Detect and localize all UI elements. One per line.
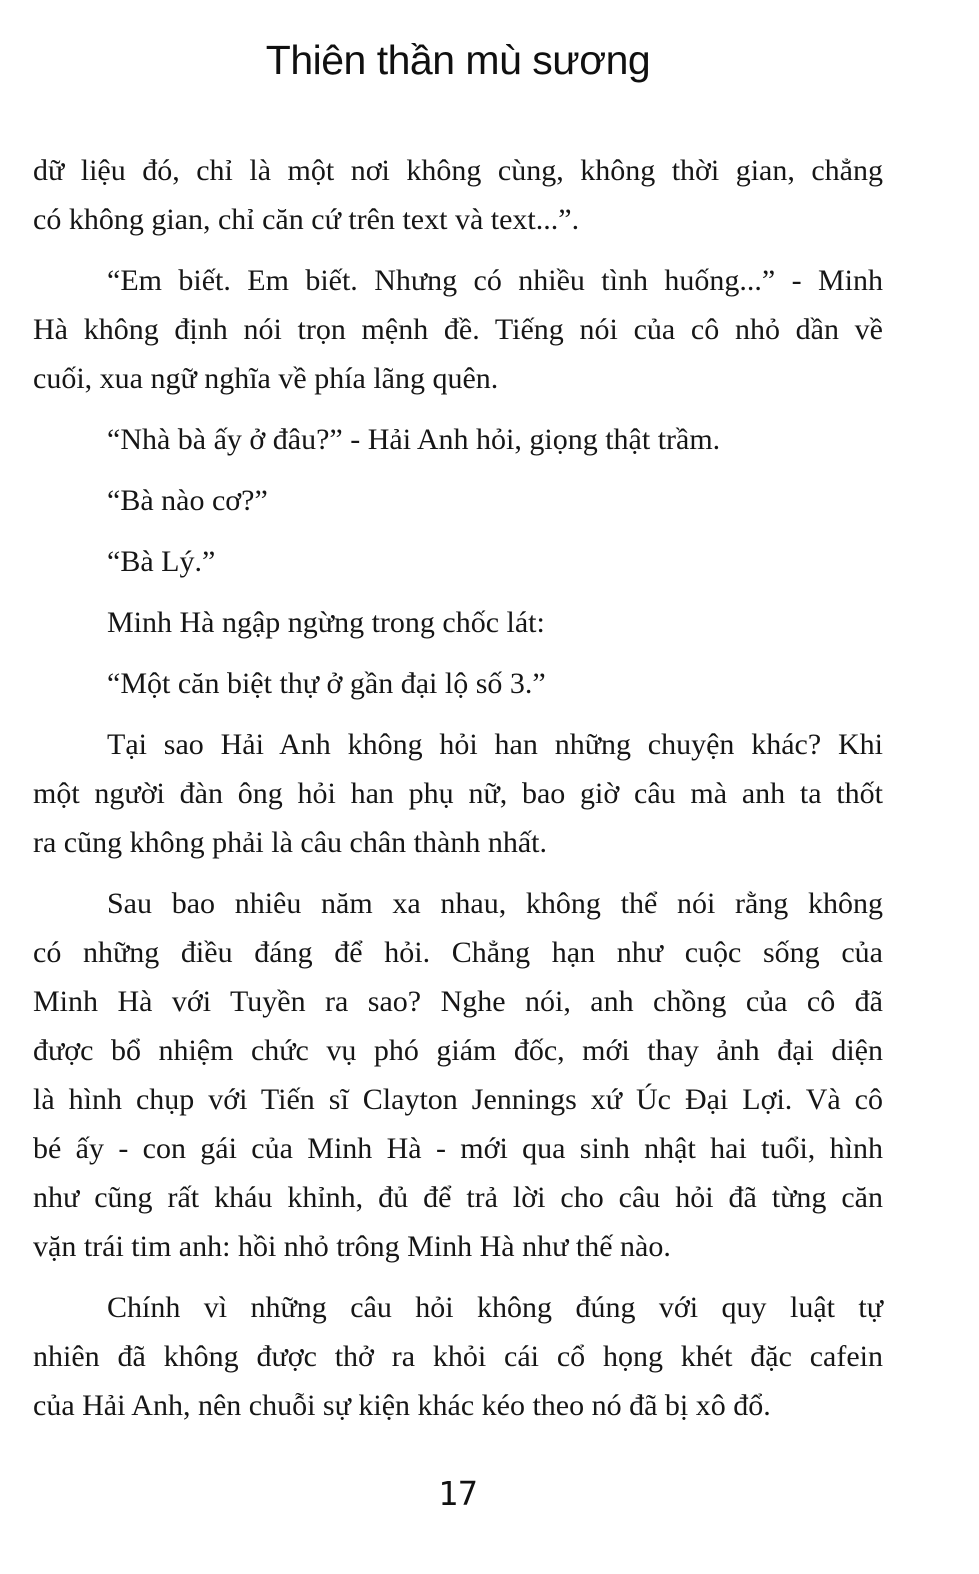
text-line: như cũng rất kháu khỉnh, đủ để trả lời cho câu hỏi đã từng căn bbox=[33, 1181, 883, 1214]
text-line: một người đàn ông hỏi han phụ nữ, bao giờ câu mà anh ta thốt bbox=[33, 777, 883, 810]
text-line: bé ấy - con gái của Minh Hà - mới qua sinh nhật hai tuổi, hình bbox=[33, 1132, 883, 1165]
text-line: “Một căn biệt thự ở gần đại lộ số 3.” bbox=[107, 667, 546, 700]
text-line: cuối, xua ngữ nghĩa về phía lãng quên. bbox=[33, 362, 499, 395]
text-line: vặn trái tim anh: hồi nhỏ trông Minh Hà như thế nào. bbox=[33, 1230, 671, 1263]
text-line: có những điều đáng để hỏi. Chẳng hạn như cuộc sống của bbox=[33, 936, 883, 969]
text-line: Tại sao Hải Anh không hỏi han những chuyện khác? Khi bbox=[107, 728, 883, 761]
paragraph bbox=[33, 720, 883, 867]
text-line: có không gian, chỉ căn cứ trên text và text...”. bbox=[33, 203, 580, 236]
paragraph bbox=[33, 537, 883, 586]
text-line: ra cũng không phải là câu chân thành nhất. bbox=[33, 826, 547, 859]
text-line: Sau bao nhiêu năm xa nhau, không thể nói rằng không bbox=[107, 887, 883, 920]
text-line: dữ liệu đó, chỉ là một nơi không cùng, không thời gian, chẳng bbox=[33, 154, 883, 187]
paragraph bbox=[33, 659, 883, 708]
paragraph bbox=[33, 256, 883, 403]
text-line: Minh Hà ngập ngừng trong chốc lát: bbox=[107, 606, 545, 639]
text-line: “Bà nào cơ?” bbox=[107, 484, 268, 517]
text-line: “Em biết. Em biết. Nhưng có nhiều tình huống...” - Minh bbox=[107, 264, 883, 297]
paragraph bbox=[33, 598, 883, 647]
text-line: của Hải Anh, nên chuỗi sự kiện khác kéo theo nó đã bị xô đổ. bbox=[33, 1389, 771, 1422]
text-line: Hà không định nói trọn mệnh đề. Tiếng nói của cô nhỏ dần về bbox=[33, 313, 883, 346]
text-line: Chính vì những câu hỏi không đúng với quy luật tự bbox=[107, 1291, 883, 1324]
paragraph bbox=[33, 879, 883, 1271]
paragraph bbox=[33, 1283, 883, 1430]
page-number: 17 bbox=[438, 1474, 478, 1513]
text-line: “Nhà bà ấy ở đâu?” - Hải Anh hỏi, giọng thật trầm. bbox=[107, 423, 721, 456]
text-line: nhiên đã không được thở ra khỏi cái cổ họng khét đặc cafein bbox=[33, 1340, 883, 1373]
paragraph bbox=[33, 146, 883, 244]
text-line: “Bà Lý.” bbox=[107, 545, 216, 578]
paragraph bbox=[33, 415, 883, 464]
text-line: là hình chụp với Tiến sĩ Clayton Jennings xứ Úc Đại Lợi. Và cô bbox=[33, 1083, 883, 1116]
text-block bbox=[33, 146, 883, 1430]
text-line: được bổ nhiệm chức vụ phó giám đốc, mới thay ảnh đại diện bbox=[33, 1034, 883, 1067]
page-title: Thiên thần mù sương bbox=[265, 37, 651, 83]
paragraph bbox=[33, 476, 883, 525]
text-line: Minh Hà với Tuyền ra sao? Nghe nói, anh chồng của cô đã bbox=[33, 985, 883, 1018]
